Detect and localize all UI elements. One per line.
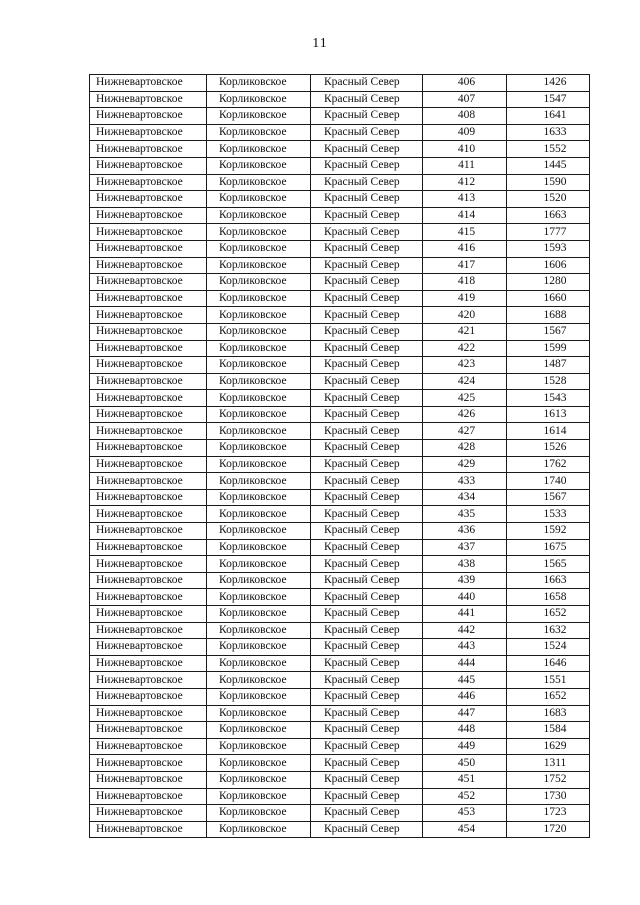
well-number-cell: 413 (423, 191, 507, 208)
field-cell: Корликовское (207, 722, 311, 739)
field-cell: Корликовское (207, 556, 311, 573)
field-cell: Корликовское (207, 75, 311, 92)
value-cell: 1762 (507, 456, 590, 473)
field-cell: Корликовское (207, 406, 311, 423)
region-cell: Нижневартовское (90, 224, 207, 241)
field-cell: Корликовское (207, 108, 311, 125)
region-cell: Нижневартовское (90, 805, 207, 822)
region-cell: Нижневартовское (90, 390, 207, 407)
region-cell: Нижневартовское (90, 589, 207, 606)
value-cell: 1652 (507, 688, 590, 705)
region-cell: Нижневартовское (90, 788, 207, 805)
table-row (90, 738, 590, 755)
region-cell: Нижневартовское (90, 639, 207, 656)
value-cell: 1658 (507, 589, 590, 606)
field-cell: Корликовское (207, 240, 311, 257)
value-cell: 1614 (507, 423, 590, 440)
well-number-cell: 421 (423, 323, 507, 340)
region-cell: Нижневартовское (90, 75, 207, 92)
field-cell: Корликовское (207, 655, 311, 672)
table-row (90, 572, 590, 589)
region-cell: Нижневартовское (90, 423, 207, 440)
region-cell: Нижневартовское (90, 207, 207, 224)
field-cell: Корликовское (207, 506, 311, 523)
license-area-cell: Красный Север (311, 406, 423, 423)
license-area-cell: Красный Север (311, 191, 423, 208)
well-number-cell: 420 (423, 307, 507, 324)
value-cell: 1445 (507, 157, 590, 174)
well-number-cell: 422 (423, 340, 507, 357)
field-cell: Корликовское (207, 473, 311, 490)
region-cell: Нижневартовское (90, 174, 207, 191)
table-row (90, 771, 590, 788)
well-number-cell: 418 (423, 274, 507, 291)
field-cell: Корликовское (207, 141, 311, 158)
value-cell: 1632 (507, 622, 590, 639)
value-cell: 1526 (507, 440, 590, 457)
value-cell: 1652 (507, 606, 590, 623)
well-registry-table (89, 74, 590, 838)
value-cell: 1633 (507, 124, 590, 141)
value-cell: 1426 (507, 75, 590, 92)
region-cell: Нижневартовское (90, 655, 207, 672)
license-area-cell: Красный Север (311, 141, 423, 158)
license-area-cell: Красный Север (311, 440, 423, 457)
well-number-cell: 441 (423, 606, 507, 623)
table-row (90, 323, 590, 340)
well-number-cell: 453 (423, 805, 507, 822)
license-area-cell: Красный Север (311, 523, 423, 540)
value-cell: 1524 (507, 639, 590, 656)
field-cell: Корликовское (207, 207, 311, 224)
field-cell: Корликовское (207, 589, 311, 606)
value-cell: 1543 (507, 390, 590, 407)
value-cell: 1592 (507, 523, 590, 540)
table-row (90, 688, 590, 705)
table-row (90, 722, 590, 739)
region-cell: Нижневартовское (90, 755, 207, 772)
field-cell: Корликовское (207, 124, 311, 141)
license-area-cell: Красный Север (311, 622, 423, 639)
field-cell: Корликовское (207, 606, 311, 623)
value-cell: 1663 (507, 207, 590, 224)
license-area-cell: Красный Север (311, 572, 423, 589)
license-area-cell: Красный Север (311, 639, 423, 656)
region-cell: Нижневартовское (90, 688, 207, 705)
value-cell: 1567 (507, 489, 590, 506)
field-cell: Корликовское (207, 440, 311, 457)
table-row (90, 357, 590, 374)
region-cell: Нижневартовское (90, 406, 207, 423)
table-row (90, 506, 590, 523)
region-cell: Нижневартовское (90, 141, 207, 158)
well-number-cell: 444 (423, 655, 507, 672)
value-cell: 1533 (507, 506, 590, 523)
value-cell: 1629 (507, 738, 590, 755)
region-cell: Нижневартовское (90, 290, 207, 307)
region-cell: Нижневартовское (90, 108, 207, 125)
license-area-cell: Красный Север (311, 738, 423, 755)
table-row (90, 75, 590, 92)
table-row (90, 340, 590, 357)
table-row (90, 473, 590, 490)
license-area-cell: Красный Север (311, 688, 423, 705)
well-number-cell: 414 (423, 207, 507, 224)
region-cell: Нижневартовское (90, 556, 207, 573)
value-cell: 1641 (507, 108, 590, 125)
table-row (90, 257, 590, 274)
field-cell: Корликовское (207, 323, 311, 340)
value-cell: 1552 (507, 141, 590, 158)
well-number-cell: 426 (423, 406, 507, 423)
license-area-cell: Красный Север (311, 174, 423, 191)
table-row (90, 622, 590, 639)
well-number-cell: 410 (423, 141, 507, 158)
well-number-cell: 434 (423, 489, 507, 506)
table-row (90, 456, 590, 473)
value-cell: 1720 (507, 821, 590, 838)
well-number-cell: 436 (423, 523, 507, 540)
value-cell: 1683 (507, 705, 590, 722)
license-area-cell: Красный Север (311, 539, 423, 556)
region-cell: Нижневартовское (90, 124, 207, 141)
region-cell: Нижневартовское (90, 240, 207, 257)
region-cell: Нижневартовское (90, 323, 207, 340)
value-cell: 1663 (507, 572, 590, 589)
field-cell: Корликовское (207, 639, 311, 656)
well-number-cell: 449 (423, 738, 507, 755)
region-cell: Нижневартовское (90, 257, 207, 274)
well-number-cell: 440 (423, 589, 507, 606)
table-row (90, 440, 590, 457)
well-number-cell: 424 (423, 373, 507, 390)
table-row (90, 639, 590, 656)
field-cell: Корликовское (207, 788, 311, 805)
field-cell: Корликовское (207, 224, 311, 241)
field-cell: Корликовское (207, 174, 311, 191)
well-number-cell: 407 (423, 91, 507, 108)
well-number-cell: 451 (423, 771, 507, 788)
value-cell: 1740 (507, 473, 590, 490)
license-area-cell: Красный Север (311, 755, 423, 772)
well-number-cell: 445 (423, 672, 507, 689)
well-number-cell: 447 (423, 705, 507, 722)
well-number-cell: 409 (423, 124, 507, 141)
well-number-cell: 450 (423, 755, 507, 772)
field-cell: Корликовское (207, 91, 311, 108)
value-cell: 1593 (507, 240, 590, 257)
value-cell: 1688 (507, 307, 590, 324)
field-cell: Корликовское (207, 738, 311, 755)
value-cell: 1280 (507, 274, 590, 291)
value-cell: 1584 (507, 722, 590, 739)
well-number-cell: 442 (423, 622, 507, 639)
well-number-cell: 454 (423, 821, 507, 838)
license-area-cell: Красный Север (311, 556, 423, 573)
table-row (90, 705, 590, 722)
field-cell: Корликовское (207, 157, 311, 174)
well-number-cell: 412 (423, 174, 507, 191)
well-number-cell: 415 (423, 224, 507, 241)
license-area-cell: Красный Север (311, 672, 423, 689)
license-area-cell: Красный Север (311, 75, 423, 92)
well-number-cell: 429 (423, 456, 507, 473)
region-cell: Нижневартовское (90, 274, 207, 291)
license-area-cell: Красный Север (311, 307, 423, 324)
value-cell: 1606 (507, 257, 590, 274)
license-area-cell: Красный Север (311, 606, 423, 623)
well-number-cell: 408 (423, 108, 507, 125)
license-area-cell: Красный Север (311, 722, 423, 739)
table-row (90, 390, 590, 407)
field-cell: Корликовское (207, 257, 311, 274)
table-row (90, 240, 590, 257)
license-area-cell: Красный Север (311, 323, 423, 340)
table-row (90, 606, 590, 623)
table-row (90, 589, 590, 606)
region-cell: Нижневартовское (90, 722, 207, 739)
field-cell: Корликовское (207, 489, 311, 506)
license-area-cell: Красный Север (311, 207, 423, 224)
region-cell: Нижневартовское (90, 506, 207, 523)
table-row (90, 373, 590, 390)
table-row (90, 489, 590, 506)
value-cell: 1646 (507, 655, 590, 672)
license-area-cell: Красный Север (311, 771, 423, 788)
well-number-cell: 419 (423, 290, 507, 307)
license-area-cell: Красный Север (311, 390, 423, 407)
value-cell: 1730 (507, 788, 590, 805)
table-row (90, 423, 590, 440)
field-cell: Корликовское (207, 539, 311, 556)
license-area-cell: Красный Север (311, 821, 423, 838)
field-cell: Корликовское (207, 274, 311, 291)
well-number-cell: 425 (423, 390, 507, 407)
well-number-cell: 439 (423, 572, 507, 589)
region-cell: Нижневартовское (90, 489, 207, 506)
field-cell: Корликовское (207, 622, 311, 639)
field-cell: Корликовское (207, 805, 311, 822)
region-cell: Нижневартовское (90, 539, 207, 556)
field-cell: Корликовское (207, 357, 311, 374)
page-number: 11 (312, 36, 328, 51)
region-cell: Нижневартовское (90, 373, 207, 390)
value-cell: 1547 (507, 91, 590, 108)
table-row (90, 755, 590, 772)
well-number-cell: 406 (423, 75, 507, 92)
region-cell: Нижневартовское (90, 473, 207, 490)
well-number-cell: 411 (423, 157, 507, 174)
table-row (90, 91, 590, 108)
value-cell: 1567 (507, 323, 590, 340)
well-number-cell: 446 (423, 688, 507, 705)
value-cell: 1752 (507, 771, 590, 788)
value-cell: 1520 (507, 191, 590, 208)
table-row (90, 124, 590, 141)
license-area-cell: Красный Север (311, 274, 423, 291)
table-row (90, 406, 590, 423)
field-cell: Корликовское (207, 340, 311, 357)
value-cell: 1613 (507, 406, 590, 423)
field-cell: Корликовское (207, 423, 311, 440)
value-cell: 1311 (507, 755, 590, 772)
license-area-cell: Красный Север (311, 357, 423, 374)
well-number-cell: 416 (423, 240, 507, 257)
table-row (90, 307, 590, 324)
value-cell: 1660 (507, 290, 590, 307)
field-cell: Корликовское (207, 755, 311, 772)
license-area-cell: Красный Север (311, 124, 423, 141)
well-number-cell: 438 (423, 556, 507, 573)
value-cell: 1723 (507, 805, 590, 822)
well-number-cell: 437 (423, 539, 507, 556)
license-area-cell: Красный Север (311, 290, 423, 307)
region-cell: Нижневартовское (90, 771, 207, 788)
region-cell: Нижневартовское (90, 440, 207, 457)
field-cell: Корликовское (207, 307, 311, 324)
well-number-cell: 448 (423, 722, 507, 739)
table-row (90, 274, 590, 291)
field-cell: Корликовское (207, 290, 311, 307)
value-cell: 1675 (507, 539, 590, 556)
table-row (90, 174, 590, 191)
well-number-cell: 452 (423, 788, 507, 805)
table-row (90, 141, 590, 158)
license-area-cell: Красный Север (311, 108, 423, 125)
field-cell: Корликовское (207, 456, 311, 473)
region-cell: Нижневартовское (90, 340, 207, 357)
table-row (90, 191, 590, 208)
well-number-cell: 423 (423, 357, 507, 374)
table-row (90, 556, 590, 573)
field-cell: Корликовское (207, 688, 311, 705)
table-row (90, 108, 590, 125)
field-cell: Корликовское (207, 771, 311, 788)
region-cell: Нижневартовское (90, 91, 207, 108)
field-cell: Корликовское (207, 191, 311, 208)
value-cell: 1565 (507, 556, 590, 573)
value-cell: 1528 (507, 373, 590, 390)
license-area-cell: Красный Север (311, 224, 423, 241)
value-cell: 1590 (507, 174, 590, 191)
well-number-cell: 427 (423, 423, 507, 440)
table-row (90, 207, 590, 224)
license-area-cell: Красный Север (311, 257, 423, 274)
region-cell: Нижневартовское (90, 572, 207, 589)
table-row (90, 672, 590, 689)
region-cell: Нижневартовское (90, 307, 207, 324)
well-number-cell: 433 (423, 473, 507, 490)
region-cell: Нижневартовское (90, 738, 207, 755)
license-area-cell: Красный Север (311, 240, 423, 257)
field-cell: Корликовское (207, 390, 311, 407)
license-area-cell: Красный Север (311, 489, 423, 506)
well-number-cell: 428 (423, 440, 507, 457)
region-cell: Нижневартовское (90, 672, 207, 689)
value-cell: 1487 (507, 357, 590, 374)
value-cell: 1599 (507, 340, 590, 357)
field-cell: Корликовское (207, 672, 311, 689)
license-area-cell: Красный Север (311, 91, 423, 108)
field-cell: Корликовское (207, 373, 311, 390)
value-cell: 1777 (507, 224, 590, 241)
region-cell: Нижневартовское (90, 157, 207, 174)
region-cell: Нижневартовское (90, 606, 207, 623)
table-row (90, 788, 590, 805)
license-area-cell: Красный Север (311, 805, 423, 822)
license-area-cell: Красный Север (311, 705, 423, 722)
license-area-cell: Красный Север (311, 456, 423, 473)
table-row (90, 655, 590, 672)
license-area-cell: Красный Север (311, 655, 423, 672)
license-area-cell: Красный Север (311, 373, 423, 390)
region-cell: Нижневартовское (90, 523, 207, 540)
table-row (90, 805, 590, 822)
table-row (90, 821, 590, 838)
region-cell: Нижневартовское (90, 456, 207, 473)
region-cell: Нижневартовское (90, 622, 207, 639)
region-cell: Нижневартовское (90, 357, 207, 374)
table-row (90, 224, 590, 241)
well-number-cell: 435 (423, 506, 507, 523)
license-area-cell: Красный Север (311, 340, 423, 357)
region-cell: Нижневартовское (90, 705, 207, 722)
field-cell: Корликовское (207, 572, 311, 589)
value-cell: 1551 (507, 672, 590, 689)
license-area-cell: Красный Север (311, 506, 423, 523)
license-area-cell: Красный Север (311, 157, 423, 174)
well-number-cell: 417 (423, 257, 507, 274)
table-row (90, 290, 590, 307)
table-row (90, 539, 590, 556)
table-row (90, 157, 590, 174)
region-cell: Нижневартовское (90, 191, 207, 208)
license-area-cell: Красный Север (311, 788, 423, 805)
well-number-cell: 443 (423, 639, 507, 656)
field-cell: Корликовское (207, 523, 311, 540)
license-area-cell: Красный Север (311, 589, 423, 606)
license-area-cell: Красный Север (311, 473, 423, 490)
field-cell: Корликовское (207, 705, 311, 722)
field-cell: Корликовское (207, 821, 311, 838)
table-row (90, 523, 590, 540)
table-body (90, 75, 590, 838)
region-cell: Нижневартовское (90, 821, 207, 838)
license-area-cell: Красный Север (311, 423, 423, 440)
